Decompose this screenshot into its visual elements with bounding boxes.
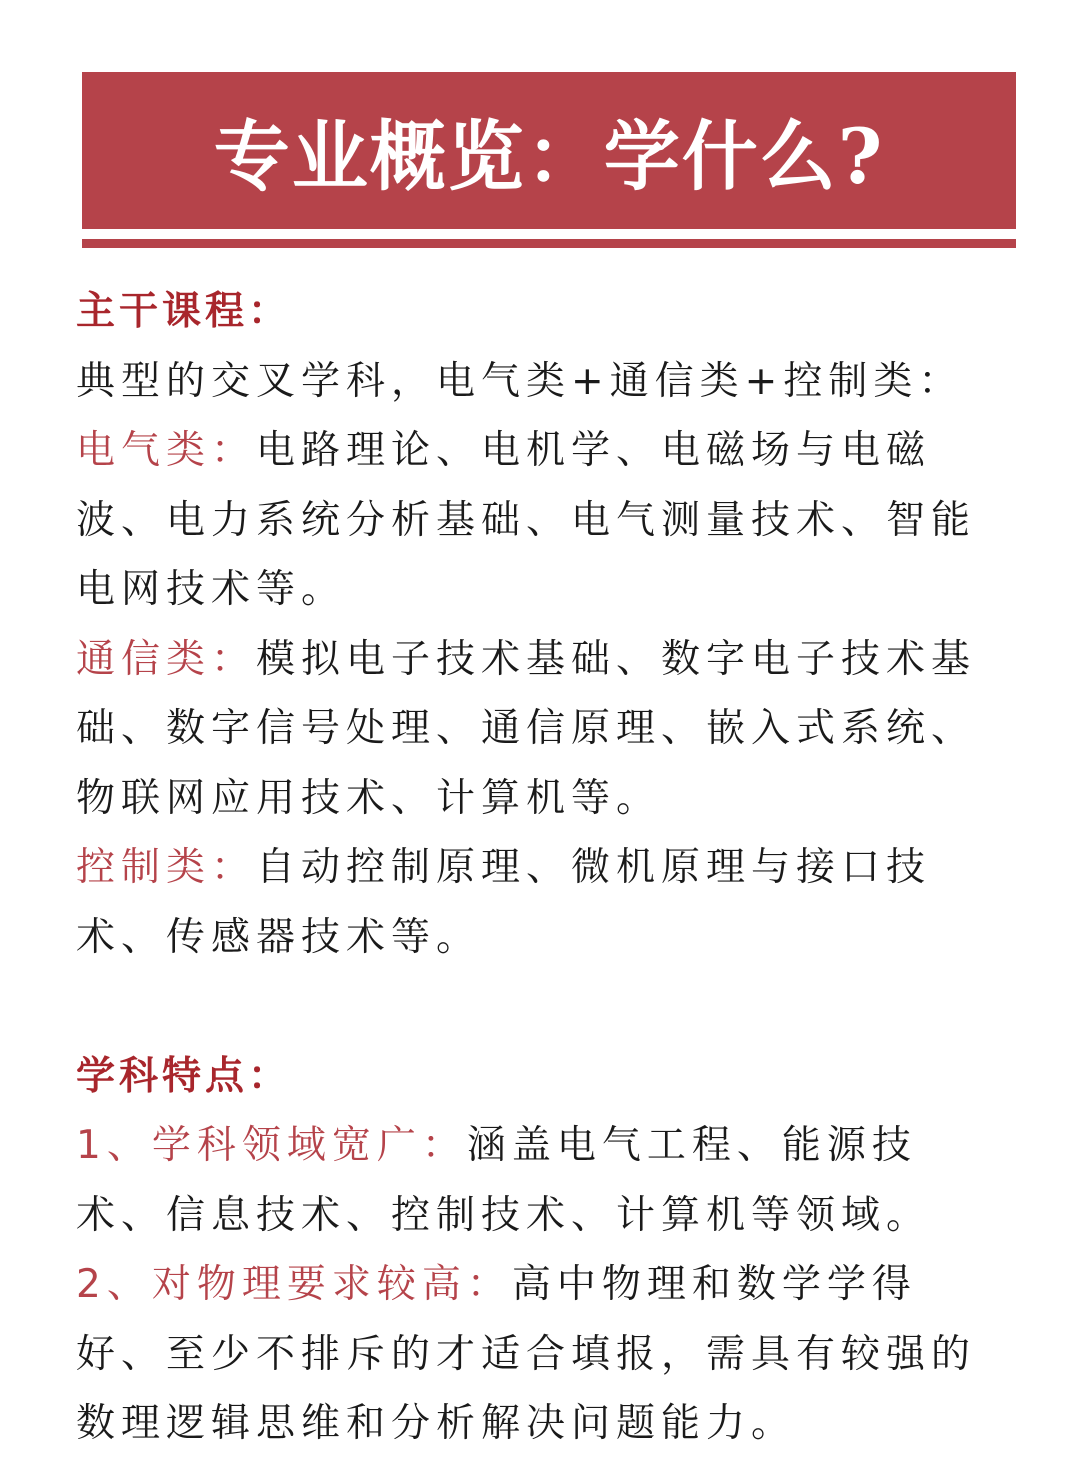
feature-text: 高中物理和数学学得好、至少不排斥的才适合填报，需具有较强的数理逻辑思维和分析解决问题能力。 bbox=[76, 1262, 977, 1446]
title-banner bbox=[82, 72, 1016, 229]
page-title: 专业概览：学什么? bbox=[213, 112, 885, 201]
features-heading: 学科特点： bbox=[76, 1053, 292, 1099]
courses-heading: 主干课程： bbox=[76, 289, 292, 334]
courses-intro: 典型的交叉学科，电气类+通信类+控制类： bbox=[76, 358, 964, 404]
feature-label: 2、对物理要求较高： bbox=[76, 1262, 512, 1307]
category-text: 电路理论、电机学、电磁场与电磁波、电力系统分析基础、电气测量技术、智能电网技术等。 bbox=[76, 428, 977, 612]
course-category-electrical bbox=[76, 416, 996, 625]
category-text: 模拟电子技术基础、数字电子技术基础、数字信号处理、通信原理、嵌入式系统、物联网应用技术、计算机等。 bbox=[76, 636, 977, 821]
category-label: 通信类： bbox=[76, 636, 257, 682]
feature-text: 涵盖电气工程、能源技术、信息技术、控制技术、计算机等领域。 bbox=[76, 1123, 932, 1238]
section-spacer bbox=[76, 972, 996, 1042]
feature-label: 1、学科领域宽广： bbox=[76, 1123, 467, 1168]
feature-item-physics bbox=[76, 1250, 996, 1459]
category-label: 控制类： bbox=[76, 845, 257, 890]
category-text: 自动控制原理、微机原理与接口技术、传感器技术等。 bbox=[76, 845, 932, 960]
title-underline bbox=[82, 239, 1016, 248]
course-category-control bbox=[76, 833, 996, 972]
feature-item-broad-field bbox=[76, 1111, 996, 1250]
article-body bbox=[76, 277, 996, 1459]
course-category-communication bbox=[76, 625, 996, 834]
category-label: 电气类： bbox=[76, 428, 257, 473]
